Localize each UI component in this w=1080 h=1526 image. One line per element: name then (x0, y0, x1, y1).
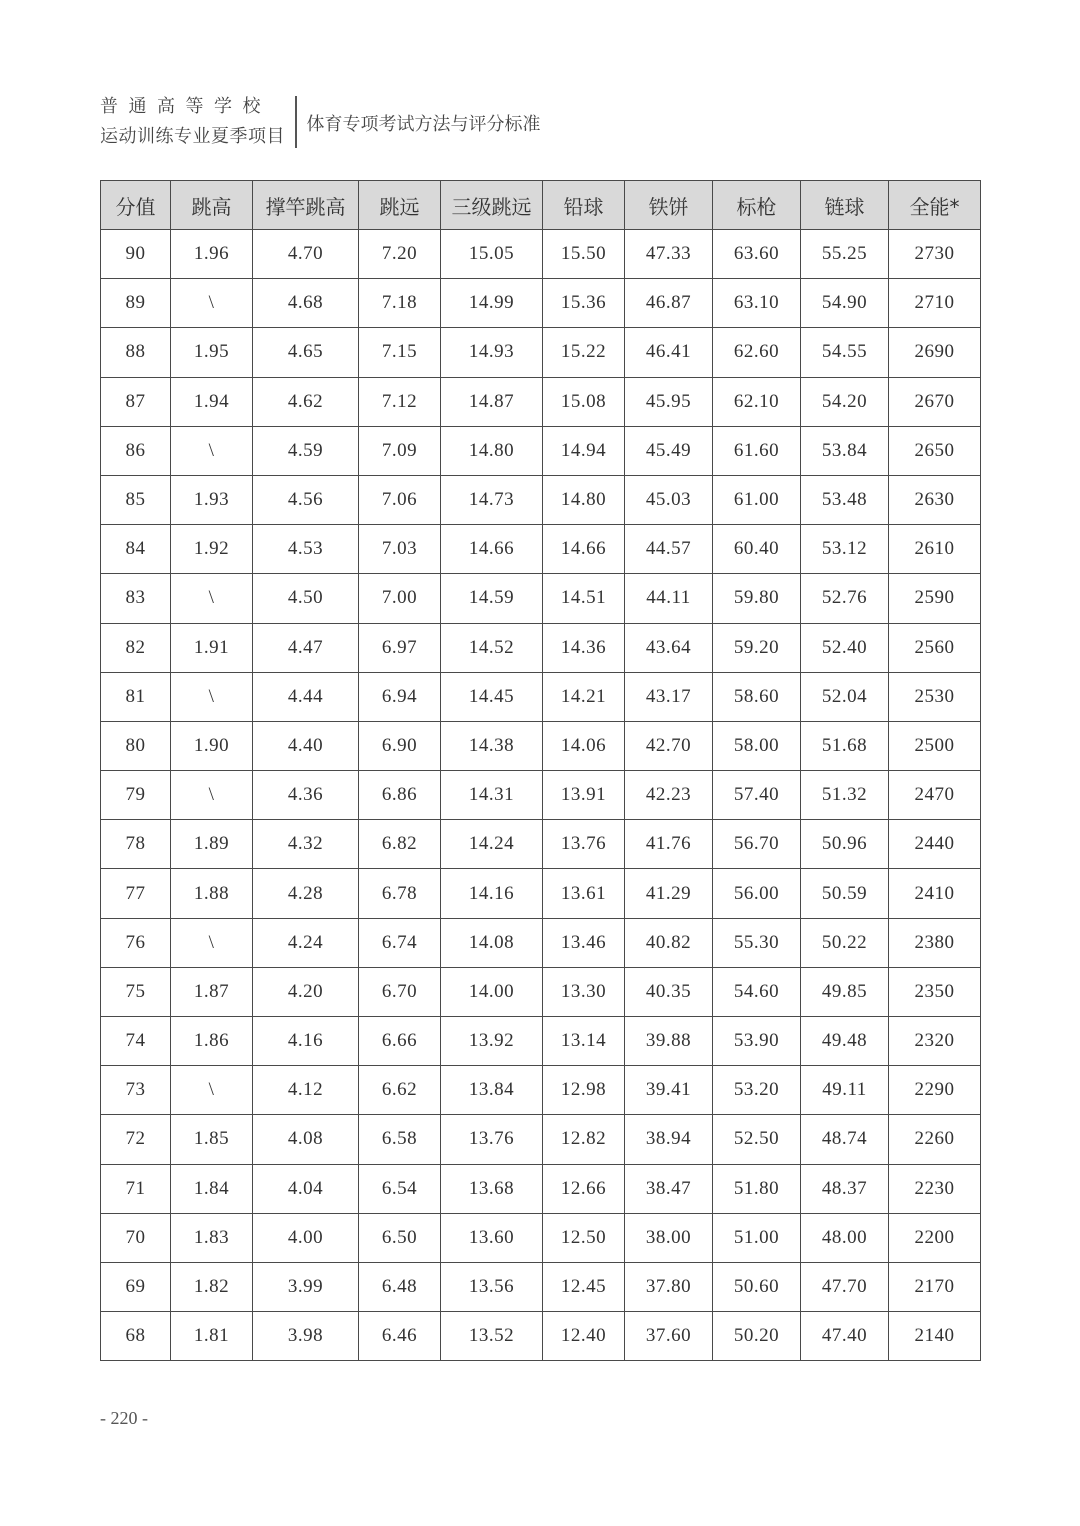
value-cell: 13.14 (543, 1017, 625, 1066)
score-cell: 78 (101, 820, 171, 869)
value-cell: 14.59 (441, 574, 543, 623)
column-header: 跳远 (359, 181, 441, 230)
column-header: 分值 (101, 181, 171, 230)
value-cell: 50.22 (801, 918, 889, 967)
value-cell: 6.50 (359, 1213, 441, 1262)
value-cell: 7.03 (359, 525, 441, 574)
value-cell: 53.48 (801, 475, 889, 524)
value-cell: 13.92 (441, 1017, 543, 1066)
value-cell: \ (171, 672, 253, 721)
value-cell: 4.70 (253, 230, 359, 279)
scoring-table (100, 180, 981, 1361)
value-cell: 2610 (889, 525, 981, 574)
column-header: 三级跳远 (441, 181, 543, 230)
score-cell: 77 (101, 869, 171, 918)
value-cell: 46.41 (625, 328, 713, 377)
score-cell: 84 (101, 525, 171, 574)
value-cell: 49.11 (801, 1066, 889, 1115)
value-cell: 4.24 (253, 918, 359, 967)
value-cell: 6.46 (359, 1312, 441, 1361)
value-cell: 41.29 (625, 869, 713, 918)
page-number: - 220 - (100, 1408, 148, 1428)
value-cell: 2380 (889, 918, 981, 967)
value-cell: \ (171, 426, 253, 475)
value-cell: 4.16 (253, 1017, 359, 1066)
value-cell: 47.70 (801, 1262, 889, 1311)
value-cell: 53.20 (713, 1066, 801, 1115)
value-cell: 43.17 (625, 672, 713, 721)
value-cell: 2230 (889, 1164, 981, 1213)
value-cell: 15.05 (441, 230, 543, 279)
series-line-2: 运动训练专业夏季项目 (100, 126, 285, 147)
value-cell: 2530 (889, 672, 981, 721)
score-cell: 76 (101, 918, 171, 967)
value-cell: 6.62 (359, 1066, 441, 1115)
value-cell: 13.76 (543, 820, 625, 869)
value-cell: 4.50 (253, 574, 359, 623)
column-header: 链球 (801, 181, 889, 230)
value-cell: 6.70 (359, 967, 441, 1016)
value-cell: 1.93 (171, 475, 253, 524)
score-cell: 79 (101, 771, 171, 820)
value-cell: 2320 (889, 1017, 981, 1066)
value-cell: 55.30 (713, 918, 801, 967)
value-cell: 38.94 (625, 1115, 713, 1164)
value-cell: 2560 (889, 623, 981, 672)
value-cell: 54.55 (801, 328, 889, 377)
value-cell: 14.31 (441, 771, 543, 820)
value-cell: 1.90 (171, 721, 253, 770)
value-cell: 47.33 (625, 230, 713, 279)
table-row (101, 426, 981, 475)
value-cell: 2690 (889, 328, 981, 377)
value-cell: 14.80 (441, 426, 543, 475)
value-cell: 4.04 (253, 1164, 359, 1213)
value-cell: 62.10 (713, 377, 801, 426)
value-cell: \ (171, 279, 253, 328)
value-cell: 7.15 (359, 328, 441, 377)
value-cell: 51.80 (713, 1164, 801, 1213)
score-cell: 82 (101, 623, 171, 672)
table-row (101, 869, 981, 918)
value-cell: 15.36 (543, 279, 625, 328)
value-cell: 50.60 (713, 1262, 801, 1311)
value-cell: 2730 (889, 230, 981, 279)
score-cell: 83 (101, 574, 171, 623)
value-cell: 39.41 (625, 1066, 713, 1115)
value-cell: 44.57 (625, 525, 713, 574)
value-cell: 14.99 (441, 279, 543, 328)
table-row (101, 230, 981, 279)
value-cell: 63.60 (713, 230, 801, 279)
table-row (101, 1164, 981, 1213)
score-cell: 68 (101, 1312, 171, 1361)
value-cell: 14.45 (441, 672, 543, 721)
value-cell: 50.96 (801, 820, 889, 869)
table-row (101, 1213, 981, 1262)
value-cell: 4.56 (253, 475, 359, 524)
value-cell: 13.61 (543, 869, 625, 918)
value-cell: 47.40 (801, 1312, 889, 1361)
score-cell: 85 (101, 475, 171, 524)
table-row (101, 623, 981, 672)
value-cell: 55.25 (801, 230, 889, 279)
score-cell: 71 (101, 1164, 171, 1213)
value-cell: 40.82 (625, 918, 713, 967)
value-cell: 2200 (889, 1213, 981, 1262)
value-cell: 41.76 (625, 820, 713, 869)
value-cell: 14.36 (543, 623, 625, 672)
value-cell: 1.92 (171, 525, 253, 574)
table-row (101, 1262, 981, 1311)
table-body (101, 230, 981, 1361)
value-cell: 62.60 (713, 328, 801, 377)
value-cell: 4.40 (253, 721, 359, 770)
value-cell: 48.00 (801, 1213, 889, 1262)
value-cell: 61.00 (713, 475, 801, 524)
value-cell: 53.84 (801, 426, 889, 475)
value-cell: 40.35 (625, 967, 713, 1016)
value-cell: 2470 (889, 771, 981, 820)
value-cell: 52.76 (801, 574, 889, 623)
table-row (101, 1312, 981, 1361)
value-cell: 2410 (889, 869, 981, 918)
value-cell: 52.40 (801, 623, 889, 672)
value-cell: 2650 (889, 426, 981, 475)
value-cell: 38.47 (625, 1164, 713, 1213)
value-cell: 4.53 (253, 525, 359, 574)
value-cell: 13.84 (441, 1066, 543, 1115)
value-cell: 6.78 (359, 869, 441, 918)
value-cell: 1.86 (171, 1017, 253, 1066)
value-cell: 6.90 (359, 721, 441, 770)
value-cell: 1.84 (171, 1164, 253, 1213)
column-header: 标枪 (713, 181, 801, 230)
value-cell: 14.52 (441, 623, 543, 672)
value-cell: 4.59 (253, 426, 359, 475)
value-cell: 4.08 (253, 1115, 359, 1164)
value-cell: 2140 (889, 1312, 981, 1361)
value-cell: 12.98 (543, 1066, 625, 1115)
column-header: 铅球 (543, 181, 625, 230)
score-cell: 81 (101, 672, 171, 721)
value-cell: 6.82 (359, 820, 441, 869)
value-cell: 14.00 (441, 967, 543, 1016)
score-cell: 89 (101, 279, 171, 328)
table-row (101, 918, 981, 967)
value-cell: 4.12 (253, 1066, 359, 1115)
value-cell: 14.16 (441, 869, 543, 918)
table-row (101, 279, 981, 328)
value-cell: 6.58 (359, 1115, 441, 1164)
value-cell: 14.51 (543, 574, 625, 623)
value-cell: 56.00 (713, 869, 801, 918)
value-cell: 15.22 (543, 328, 625, 377)
value-cell: 4.28 (253, 869, 359, 918)
value-cell: 1.91 (171, 623, 253, 672)
series-line-1: 普通高等学校 (100, 96, 271, 117)
table-row (101, 721, 981, 770)
chapter-title: 体育专项考试方法与评分标准 (306, 114, 541, 135)
value-cell: 12.45 (543, 1262, 625, 1311)
value-cell: 7.12 (359, 377, 441, 426)
value-cell: 1.94 (171, 377, 253, 426)
value-cell: 6.74 (359, 918, 441, 967)
value-cell: 49.85 (801, 967, 889, 1016)
value-cell: 13.30 (543, 967, 625, 1016)
value-cell: 58.00 (713, 721, 801, 770)
value-cell: 2290 (889, 1066, 981, 1115)
value-cell: 4.68 (253, 279, 359, 328)
value-cell: 4.32 (253, 820, 359, 869)
value-cell: 43.64 (625, 623, 713, 672)
score-cell: 86 (101, 426, 171, 475)
value-cell: 4.36 (253, 771, 359, 820)
value-cell: 50.59 (801, 869, 889, 918)
value-cell: 54.90 (801, 279, 889, 328)
value-cell: 6.86 (359, 771, 441, 820)
column-header: 铁饼 (625, 181, 713, 230)
value-cell: 45.03 (625, 475, 713, 524)
value-cell: 2440 (889, 820, 981, 869)
value-cell: 4.47 (253, 623, 359, 672)
value-cell: 6.54 (359, 1164, 441, 1213)
value-cell: 14.08 (441, 918, 543, 967)
value-cell: 14.87 (441, 377, 543, 426)
score-cell: 88 (101, 328, 171, 377)
value-cell: 14.24 (441, 820, 543, 869)
value-cell: 6.66 (359, 1017, 441, 1066)
value-cell: 59.20 (713, 623, 801, 672)
value-cell: 45.49 (625, 426, 713, 475)
score-cell: 90 (101, 230, 171, 279)
page-header (100, 96, 541, 148)
column-header: 撑竿跳高 (253, 181, 359, 230)
value-cell: 1.83 (171, 1213, 253, 1262)
value-cell: 14.94 (543, 426, 625, 475)
value-cell: 13.52 (441, 1312, 543, 1361)
value-cell: 37.60 (625, 1312, 713, 1361)
value-cell: 51.68 (801, 721, 889, 770)
value-cell: 53.12 (801, 525, 889, 574)
value-cell: 46.87 (625, 279, 713, 328)
value-cell: 51.00 (713, 1213, 801, 1262)
value-cell: 37.80 (625, 1262, 713, 1311)
value-cell: 13.68 (441, 1164, 543, 1213)
value-cell: 7.09 (359, 426, 441, 475)
value-cell: 2350 (889, 967, 981, 1016)
value-cell: 2260 (889, 1115, 981, 1164)
value-cell: 54.60 (713, 967, 801, 1016)
column-header: 跳高 (171, 181, 253, 230)
value-cell: 6.97 (359, 623, 441, 672)
value-cell: 13.46 (543, 918, 625, 967)
value-cell: 14.80 (543, 475, 625, 524)
table-row (101, 1115, 981, 1164)
value-cell: \ (171, 771, 253, 820)
table-row (101, 967, 981, 1016)
value-cell: 7.18 (359, 279, 441, 328)
value-cell: 52.50 (713, 1115, 801, 1164)
value-cell: \ (171, 1066, 253, 1115)
value-cell: 1.85 (171, 1115, 253, 1164)
value-cell: 56.70 (713, 820, 801, 869)
value-cell: 1.87 (171, 967, 253, 1016)
table-row (101, 771, 981, 820)
value-cell: 63.10 (713, 279, 801, 328)
header-divider (295, 96, 297, 148)
value-cell: 1.96 (171, 230, 253, 279)
value-cell: 13.76 (441, 1115, 543, 1164)
value-cell: 42.23 (625, 771, 713, 820)
value-cell: 39.88 (625, 1017, 713, 1066)
value-cell: 3.98 (253, 1312, 359, 1361)
value-cell: 3.99 (253, 1262, 359, 1311)
table-row (101, 1017, 981, 1066)
value-cell: 14.66 (543, 525, 625, 574)
value-cell: 14.66 (441, 525, 543, 574)
value-cell: 2710 (889, 279, 981, 328)
table-row (101, 574, 981, 623)
score-cell: 74 (101, 1017, 171, 1066)
value-cell: 53.90 (713, 1017, 801, 1066)
value-cell: \ (171, 918, 253, 967)
value-cell: 4.65 (253, 328, 359, 377)
value-cell: 48.74 (801, 1115, 889, 1164)
value-cell: 13.56 (441, 1262, 543, 1311)
table-row (101, 475, 981, 524)
value-cell: 12.50 (543, 1213, 625, 1262)
value-cell: \ (171, 574, 253, 623)
value-cell: 7.06 (359, 475, 441, 524)
score-cell: 87 (101, 377, 171, 426)
value-cell: 45.95 (625, 377, 713, 426)
score-cell: 69 (101, 1262, 171, 1311)
value-cell: 48.37 (801, 1164, 889, 1213)
value-cell: 42.70 (625, 721, 713, 770)
score-cell: 73 (101, 1066, 171, 1115)
value-cell: 14.38 (441, 721, 543, 770)
value-cell: 13.60 (441, 1213, 543, 1262)
value-cell: 44.11 (625, 574, 713, 623)
value-cell: 7.20 (359, 230, 441, 279)
score-cell: 70 (101, 1213, 171, 1262)
score-cell: 80 (101, 721, 171, 770)
table-row (101, 1066, 981, 1115)
value-cell: 4.00 (253, 1213, 359, 1262)
value-cell: 59.80 (713, 574, 801, 623)
value-cell: 1.95 (171, 328, 253, 377)
value-cell: 12.40 (543, 1312, 625, 1361)
score-cell: 75 (101, 967, 171, 1016)
value-cell: 14.93 (441, 328, 543, 377)
value-cell: 2670 (889, 377, 981, 426)
value-cell: 51.32 (801, 771, 889, 820)
value-cell: 2500 (889, 721, 981, 770)
value-cell: 50.20 (713, 1312, 801, 1361)
value-cell: 1.89 (171, 820, 253, 869)
value-cell: 4.62 (253, 377, 359, 426)
book-series-title (100, 96, 285, 148)
value-cell: 14.06 (543, 721, 625, 770)
table-row (101, 820, 981, 869)
value-cell: 14.73 (441, 475, 543, 524)
score-cell: 72 (101, 1115, 171, 1164)
value-cell: 1.88 (171, 869, 253, 918)
value-cell: 52.04 (801, 672, 889, 721)
value-cell: 15.50 (543, 230, 625, 279)
value-cell: 49.48 (801, 1017, 889, 1066)
value-cell: 6.48 (359, 1262, 441, 1311)
value-cell: 7.00 (359, 574, 441, 623)
table-header-row (101, 181, 981, 230)
value-cell: 14.21 (543, 672, 625, 721)
value-cell: 4.20 (253, 967, 359, 1016)
value-cell: 4.44 (253, 672, 359, 721)
value-cell: 6.94 (359, 672, 441, 721)
value-cell: 2590 (889, 574, 981, 623)
column-header: 全能* (889, 181, 981, 230)
value-cell: 12.82 (543, 1115, 625, 1164)
table-row (101, 328, 981, 377)
value-cell: 58.60 (713, 672, 801, 721)
value-cell: 1.82 (171, 1262, 253, 1311)
value-cell: 60.40 (713, 525, 801, 574)
value-cell: 2630 (889, 475, 981, 524)
value-cell: 1.81 (171, 1312, 253, 1361)
value-cell: 12.66 (543, 1164, 625, 1213)
value-cell: 61.60 (713, 426, 801, 475)
value-cell: 2170 (889, 1262, 981, 1311)
table-row (101, 525, 981, 574)
value-cell: 13.91 (543, 771, 625, 820)
table-row (101, 377, 981, 426)
value-cell: 15.08 (543, 377, 625, 426)
table-row (101, 672, 981, 721)
value-cell: 57.40 (713, 771, 801, 820)
value-cell: 38.00 (625, 1213, 713, 1262)
value-cell: 54.20 (801, 377, 889, 426)
